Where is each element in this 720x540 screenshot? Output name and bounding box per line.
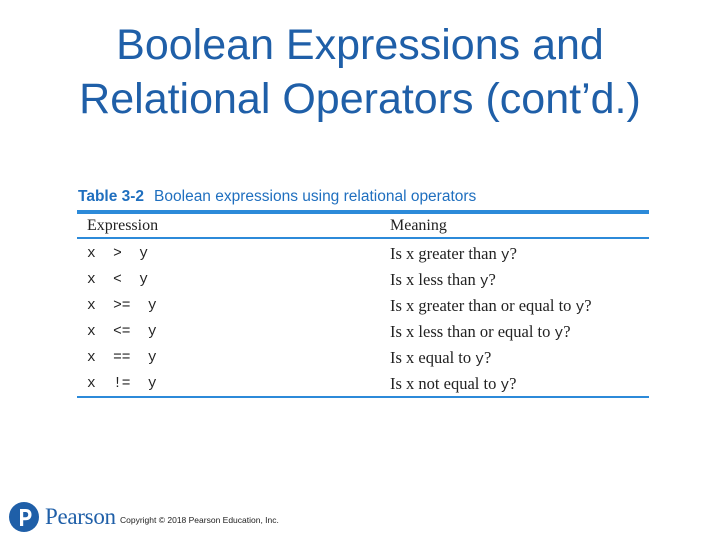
table-caption-text: Boolean expressions using relational operators xyxy=(154,188,477,205)
meaning-variable: y xyxy=(500,248,510,264)
meaning-cell xyxy=(390,295,592,319)
meaning-text: Is x equal to xyxy=(390,348,476,367)
meaning-text: Is x not equal to xyxy=(390,374,501,393)
meaning-variable: y xyxy=(475,352,484,368)
pearson-p-icon xyxy=(9,502,39,532)
table-caption-label: Table 3-2 xyxy=(78,188,145,205)
table-body xyxy=(0,242,720,398)
meaning-variable: y xyxy=(500,378,510,394)
meaning-cell xyxy=(390,269,496,293)
meaning-text: Is x less than xyxy=(390,270,480,289)
table-bottom-rule xyxy=(77,396,649,398)
slide-title-line-2: Relational Operators (cont’d.) xyxy=(79,75,641,123)
expression-cell: x == y xyxy=(87,350,157,366)
table-row xyxy=(0,294,720,320)
meaning-variable: y xyxy=(575,300,585,316)
meaning-punctuation: ? xyxy=(483,348,492,367)
table-row xyxy=(0,242,720,268)
table-row xyxy=(0,268,720,294)
copyright-notice: Copyright © 2018 Pearson Education, Inc. xyxy=(120,515,279,525)
meaning-cell xyxy=(390,347,491,371)
meaning-cell xyxy=(390,243,517,267)
expression-cell: x > y xyxy=(87,246,148,262)
expression-cell: x < y xyxy=(87,272,148,288)
table-row xyxy=(0,320,720,346)
meaning-punctuation: ? xyxy=(563,322,571,341)
table-header-rule xyxy=(77,237,649,239)
pearson-wordmark: Pearson xyxy=(45,504,116,529)
expression-cell: x != y xyxy=(87,376,157,392)
meaning-text: Is x less than or equal to xyxy=(390,322,555,341)
meaning-cell xyxy=(390,373,516,397)
expression-cell: x <= y xyxy=(87,324,157,340)
meaning-punctuation: ? xyxy=(509,374,517,393)
meaning-cell xyxy=(390,321,571,345)
meaning-punctuation: ? xyxy=(488,270,496,289)
meaning-variable: y xyxy=(479,274,489,290)
meaning-variable: y xyxy=(554,326,564,342)
table-top-rule xyxy=(77,210,649,214)
expression-cell: x >= y xyxy=(87,298,157,314)
pearson-logo xyxy=(9,499,116,535)
slide-title-line-1: Boolean Expressions and xyxy=(116,21,604,69)
slide-title xyxy=(0,18,720,126)
table-caption xyxy=(78,187,476,207)
column-header-meaning: Meaning xyxy=(390,217,447,234)
meaning-text: Is x greater than xyxy=(390,244,501,263)
meaning-punctuation: ? xyxy=(509,244,517,263)
meaning-text: Is x greater than or equal to xyxy=(390,296,576,315)
column-header-expression: Expression xyxy=(87,217,159,234)
meaning-punctuation: ? xyxy=(584,296,592,315)
table-row xyxy=(0,372,720,398)
table-row xyxy=(0,346,720,372)
